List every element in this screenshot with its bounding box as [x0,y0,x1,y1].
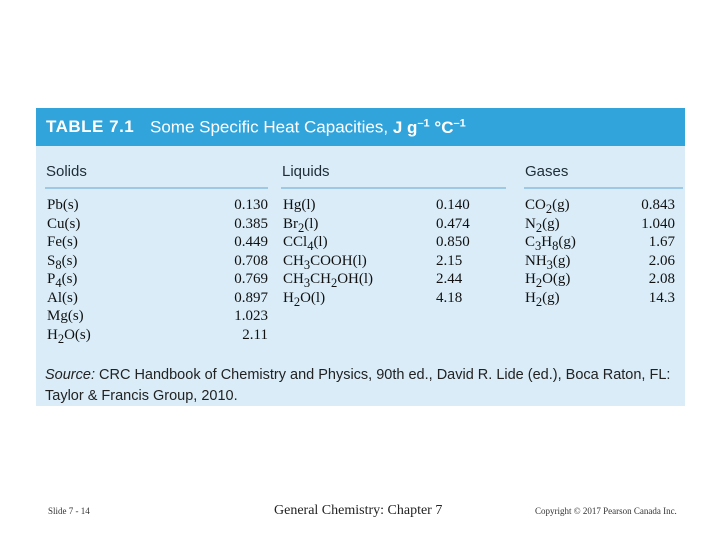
solid-name: Mg(s) [47,308,84,324]
gas-name: $CO_2(g)$ [525,197,570,216]
gas-name: $C_3H_8(g)$ [525,234,576,253]
table-label: TABLE 7.1 [46,117,135,136]
solid-name: $P_4(s)$ [47,271,78,290]
table-title-text: Some Specific Heat Capacities, [150,117,389,137]
liquids-values [436,196,470,307]
gases-names [525,196,576,307]
source-text: CRC Handbook of Chemistry and Physics, 90th ed., David R. Lide (ed.), Boca Raton, FL: Taylor & Francis Group, 2010. [45,367,671,404]
unit-celsius-exponent: –1 [453,117,466,129]
solids-names [47,196,91,344]
solid-value: 0.130 [234,197,268,213]
liquid-name: $H_2O(l)$ [283,289,326,309]
solid-name: $S_8(s)$ [47,252,78,272]
specific-heat-table [36,108,685,406]
liquid-name: CCl$_4$(l) [283,234,328,253]
gas-name: $NH_3(g)$ [525,252,571,272]
liquid-value: 4.18 [436,289,463,306]
rule-liquids [281,187,506,189]
course-title: General Chemistry: Chapter 7 [274,503,443,518]
solid-value: 0.449 [234,234,268,250]
gas-value: 2.08 [648,271,675,287]
solid-value: 2.11 [242,326,268,343]
rule-gases [524,187,683,189]
liquid-name: Hg(l) [283,197,316,213]
liquid-value: 2.15 [436,252,463,269]
gas-name: $H_2O(g)$ [525,271,571,290]
solid-name: Pb(s) [47,197,79,213]
solid-name: Al(s) [47,289,78,306]
gas-name: $N_2(g)$ [525,215,560,235]
solid-name: Cu(s) [47,215,81,232]
header-liquids: Liquids [282,163,330,180]
gas-value: 1.67 [648,234,675,250]
liquid-name: $Br_2(l)$ [283,215,319,235]
solid-value: 0.385 [234,215,268,232]
liquid-value: 2.44 [436,271,463,287]
unit-gram: g [407,117,418,137]
solid-name: $H_2O(s)$ [47,326,91,346]
unit-joule: J [392,117,403,137]
gases-values [621,196,675,307]
liquid-name: $CH_3COOH(l)$ [283,252,367,272]
gas-name: $H_2(g)$ [525,289,560,309]
copyright-notice: Copyright © 2017 Pearson Canada Inc. [535,506,677,516]
slide-number: Slide 7 - 14 [48,506,90,516]
table-units [393,118,466,137]
liquid-value: 0.850 [436,234,470,250]
table-source-note [45,365,675,407]
liquid-value: 0.140 [436,197,470,213]
rule-solids [45,187,268,189]
table-title-bar [36,108,685,146]
gas-value: 0.843 [641,197,675,213]
solid-value: 0.897 [234,289,268,306]
solid-value: 0.708 [234,252,268,269]
source-label: Source: [45,367,95,383]
gas-value: 14.3 [648,289,675,306]
header-solids: Solids [46,163,87,180]
solid-name: Fe(s) [47,234,78,250]
liquids-names [283,196,373,307]
solid-value: 0.769 [234,271,268,287]
liquid-name: $CH_3CH_2OH(l)$ [283,271,374,290]
gas-value: 2.06 [648,252,675,269]
solids-values [204,196,268,344]
unit-degree-celsius: °C [434,117,454,137]
liquid-value: 0.474 [436,215,470,232]
unit-gram-exponent: –1 [417,117,430,129]
table-title [150,117,466,138]
header-gases: Gases [525,163,569,180]
gas-value: 1.040 [641,215,675,232]
solid-value: 1.023 [234,308,268,324]
